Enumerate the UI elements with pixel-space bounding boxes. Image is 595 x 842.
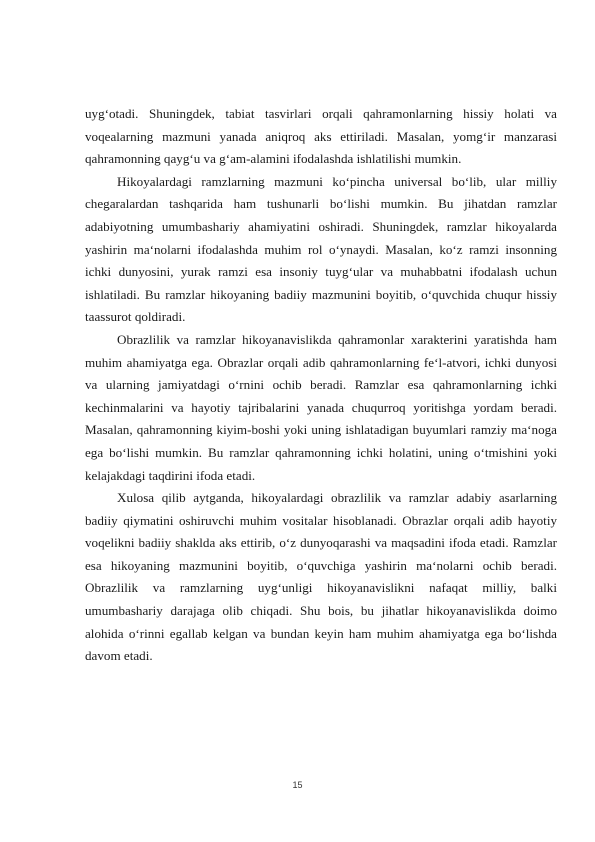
- paragraph: Xulosa qilib aytganda, hikoyalardagi obrazlilik va ramzlar adabiy asarlarning badiiy qiymatini oshiruvchi muhim vositalar hisoblanadi. Obrazlar orqali adib hayotiy voqelikni badiiy shaklda aks ettirib, o‘z dunyoqarashi va maqsadini ifoda etadi. Ramzlar esa hikoyaning mazmunini boyitib, o‘quvchiga yashirin ma‘nolarni ochib beradi. Obrazlilik va ramzlarning uyg‘unligi hikoyanavislikni nafaqat milliy, balki umumbashariy darajaga olib chiqadi. Shu bois, bu jihatlar hikoyanavislikda doimo alohida o‘rinni egallab kelgan va bundan keyin ham muhim ahamiyatga ega bo‘lishda davom etadi.: [85, 490, 557, 664]
- paragraph: Obrazlilik va ramzlar hikoyanavislikda qahramonlar xarakterini yaratishda ham muhim ahamiyatga ega. Obrazlar orqali adib qahramonlarning fe‘l-atvori, ichki dunyosi va ularning jamiyatdagi o‘rnini ochib beradi. Ramzlar esa qahramonlarning ichki kechinmalarini va hayotiy tajribalarini yanada chuqurroq yoritishga yordam beradi. Masalan, qahramonning kiyim-boshi yoki uning ishlatadigan buyumlari ramziy ma‘noga ega bo‘lishi mumkin. Bu ramzlar qahramonning ichki holatini, uning o‘tmishini yoki kelajakdagi taqdirini ifoda etadi.: [85, 331, 557, 483]
- document-body: [85, 103, 557, 668]
- paragraph-continuation: uyg‘otadi. Shuningdek, tabiat tasvirlari orqali qahramonlarning hissiy holati va voqealarning mazmuni yanada aniqroq aks ettiriladi. Masalan, yomg‘ir manzarasi qahramonning qayg‘u va g‘am-alamini ifodalashda ishlatilishi mumkin.: [85, 106, 557, 167]
- page-number: 15: [292, 780, 303, 790]
- paragraph: Hikoyalardagi ramzlarning mazmuni ko‘pincha universal bo‘lib, ular milliy chegaralardan tashqarida ham tushunarli bo‘lishi mumkin. Bu jihatdan ramzlar adabiyotning umumbashariy ahamiyatini oshiradi. Shuningdek, ramzlar hikoyalarda yashirin ma‘nolarni ifodalashda muhim rol o‘ynaydi. Masalan, ko‘z ramzi insonning ichki dunyosini, yurak ramzi esa insoniy tuyg‘ular va muhabbatni ifodalash uchun ishlatiladi. Bu ramzlar hikoyaning badiiy mazmunini boyitib, o‘quvchida chuqur hissiy taassurot qoldiradi.: [85, 173, 557, 325]
